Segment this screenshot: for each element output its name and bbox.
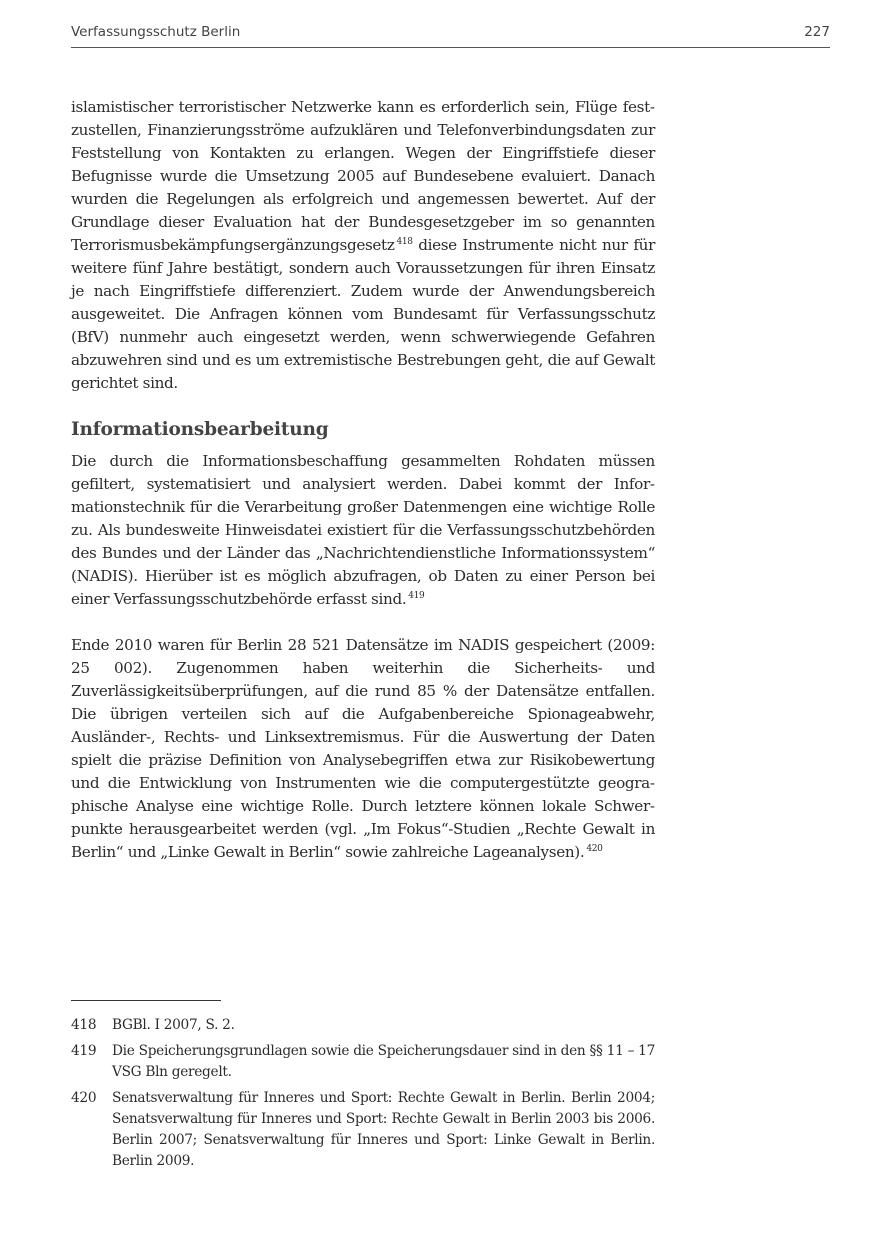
footnote-ref-420: 420 <box>586 844 603 855</box>
paragraph-1-part-b: diese Instrumente nicht nur für weitere fünf Jahre bestätigt, sondern auch Voraussetzungen für ihren Einsatz je nach Eingriffstiefe differenziert. Zudem wurde der Anwendungsbereich ausgeweitet. Die Anfragen können vom Bundesamt für Verfassungsschutz (BfV) nunmehr auch eingesetzt werden, wenn schwerwiegende Gefahren abzuwehren sind und es um extremistische Bestrebungen geht, die auf Gewalt gerichtet sind. <box>71 236 655 392</box>
paragraph-2-text: Die durch die Informationsbeschaffung gesammelten Rohdaten müssen gefiltert, systematisiert und analysiert werden. Dabei kommt der Informationstechnik für die Verarbeitung großer Datenmengen eine wichtige Rolle zu. Als bundesweite Hinweisdatei existiert für die Verfassungsschutzbehörden des Bundes und der Länder das „Nachrichtendienstliche Informationssystem“ (NADIS). Hierüber ist es möglich abzufragen, ob Daten zu einer Person bei einer Verfassungsschutzbehörde erfasst sind. <box>71 452 655 608</box>
footnote <box>71 1041 655 1083</box>
footnote-ref-419: 419 <box>408 591 425 602</box>
paragraph-1-part-a: islamistischer terroristischer Netzwerke kann es erforderlich sein, Flüge festzustellen, Finanzierungsströme aufzuklären und Telefonverbindungsdaten zur Feststellung von Kontakten zu erlangen. Wegen der Eingriffstiefe dieser Befugnisse wurde die Umsetzung 2005 auf Bundesebene evaluiert. Danach wurden die Regelungen als erfolgreich und angemessen bewertet. Auf der Grundlage dieser Evaluation hat der Bundesgesetzgeber im so genannten Terrorismusbekämpfungsergänzungsgesetz <box>71 98 655 254</box>
footnote-ref-418: 418 <box>396 237 413 248</box>
page-number: 227 <box>804 24 830 40</box>
section-heading: Informationsbearbeitung <box>71 419 329 440</box>
footnote <box>71 1015 655 1036</box>
footnote-separator <box>71 1000 221 1001</box>
footnote-text: Senatsverwaltung für Inneres und Sport: Rechte Gewalt in Berlin. Berlin 2004; Senatsverwaltung für Inneres und Sport: Rechte Gewalt in Berlin 2003 bis 2006. Berlin 2007; Senatsverwaltung für Inneres und Sport: Linke Gewalt in Berlin. Berlin 2009. <box>112 1090 655 1169</box>
footnote-number: 420 <box>71 1090 97 1106</box>
running-title: Verfassungsschutz Berlin <box>71 24 241 40</box>
running-header <box>71 22 830 48</box>
paragraph-2 <box>71 450 655 611</box>
paragraph-3 <box>71 634 655 864</box>
footnote <box>71 1088 655 1172</box>
footnote-text: Die Speicherungsgrundlagen sowie die Speicherungsdauer sind in den §§ 11 – 17 VSG Bln geregelt. <box>112 1043 655 1080</box>
paragraph-1 <box>71 96 655 395</box>
footnotes <box>71 1015 655 1177</box>
footnote-text: BGBl. I 2007, S. 2. <box>112 1017 235 1033</box>
footnote-number: 419 <box>71 1043 97 1059</box>
footnote-number: 418 <box>71 1017 97 1033</box>
main-text <box>71 96 655 864</box>
paragraph-3-text: Ende 2010 waren für Berlin 28 521 Datensätze im NADIS gespeichert (2009: 25 002). Zugenommen haben weiterhin die Sicherheits- und Zuverlässigkeitsüberprüfungen, auf die rund 85 % der Datensätze entfallen. Die übrigen verteilen sich auf die Aufgabenbereiche Spionageabwehr, Ausländer-, Rechts- und Linksextremismus. Für die Auswertung der Daten spielt die präzise Definition von Analysebegriffen etwa zur Risikobewertung und die Entwicklung von Instrumenten wie die computergestützte geographische Analyse eine wichtige Rolle. Durch letztere können lokale Schwerpunkte herausgearbeitet werden (vgl. „Im Fokus“-Studien „Rechte Gewalt in Berlin“ und „Linke Gewalt in Berlin“ sowie zahlreiche Lageanalysen). <box>71 636 655 861</box>
